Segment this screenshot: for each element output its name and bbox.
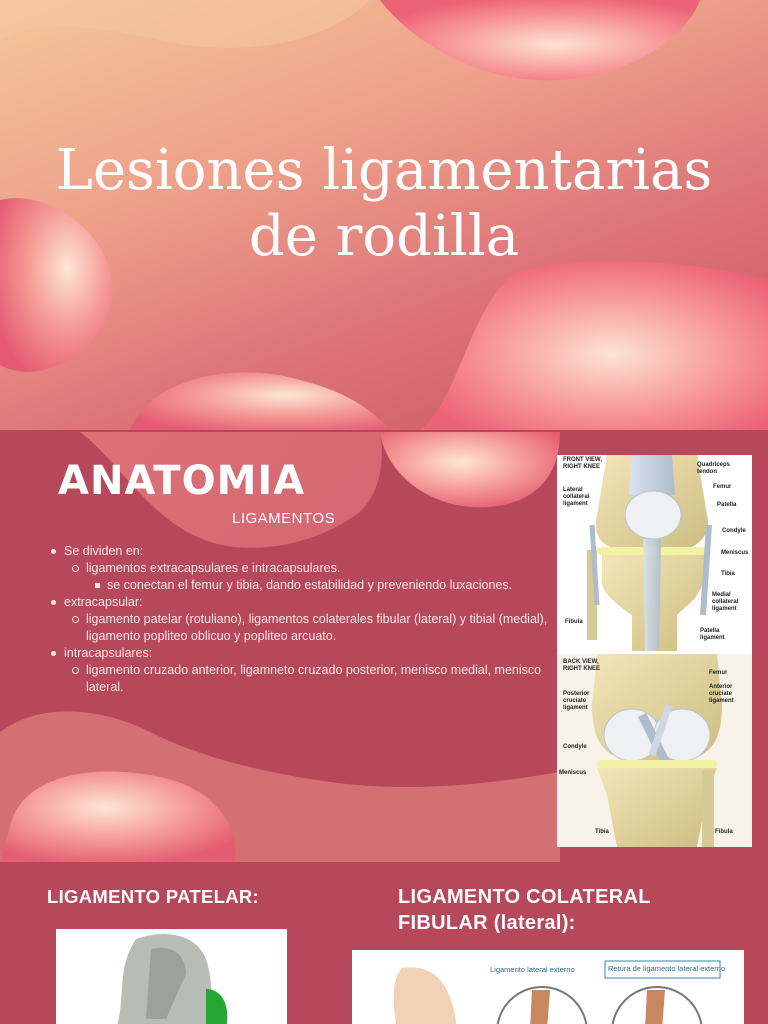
- bullet-subitem: ligamento cruzado anterior, ligamneto cruzado posterior, menisco medial, menisco lateral.: [50, 662, 550, 696]
- label-fibula: Fibula: [565, 619, 583, 625]
- label-condyle-back: Condyle: [563, 744, 587, 750]
- patellar-ligament-image: [56, 929, 287, 1024]
- label-lcl: Lateral collateral ligament: [563, 487, 590, 507]
- image-label-lcl-rupture: Retura de ligamento lateral externo: [608, 964, 726, 973]
- label-mcl: Medial collateral ligament: [712, 592, 739, 612]
- title-line-2: de rodilla: [248, 204, 520, 269]
- bullet-item: Se dividen en:: [50, 543, 550, 560]
- collateral-heading: [398, 884, 651, 936]
- label-femur: Femur: [713, 484, 732, 490]
- bullet-item: extracapsular:: [50, 594, 550, 611]
- label-fibula-back: Fibula: [715, 829, 733, 835]
- collateral-heading-line-1: LIGAMENTO COLATERAL: [398, 886, 651, 908]
- label-tibia-back: Tibia: [595, 829, 609, 835]
- label-pcl: Posterior cruciate ligament: [563, 691, 590, 711]
- label-condyle: Condyle: [722, 528, 746, 534]
- bullet-item: intracapsulares:: [50, 645, 550, 662]
- ligaments-subheading: LIGAMENTOS: [232, 510, 336, 527]
- label-tibia: Tibia: [721, 571, 735, 577]
- lateral-collateral-image: [352, 950, 744, 1024]
- image-label-lcl: Ligamento lateral externo: [490, 965, 575, 974]
- back-view-title: BACK VIEW, RIGHT KNEE: [563, 659, 601, 672]
- label-meniscus-back: Meniscus: [559, 770, 587, 776]
- slide-title: [0, 138, 768, 270]
- label-meniscus: Meniscus: [721, 550, 749, 556]
- anatomy-heading: ANATOMIA: [58, 458, 306, 504]
- title-line-1: Lesiones ligamentarias: [55, 138, 713, 203]
- label-acl: Anterior cruciate ligament: [709, 684, 734, 704]
- knee-anatomy-figure: [557, 455, 752, 847]
- knee-illustration: [557, 455, 752, 847]
- label-femur-back: Femur: [709, 670, 728, 676]
- label-quadriceps: Quadriceps tendon: [697, 462, 731, 475]
- patellar-heading: LIGAMENTO PATELAR:: [47, 886, 259, 907]
- bullet-subitem: ligamento patelar (rotuliano), ligamentos colaterales fibular (lateral) y tibial (medial), ligamento popliteo oblicuo y popliteo arcuato.: [50, 611, 550, 645]
- label-patella-ligament: Patella ligament: [700, 628, 725, 641]
- patellar-illustration: [56, 929, 287, 1024]
- collateral-heading-line-2: FIBULAR (lateral):: [398, 912, 576, 934]
- bullet-subitem: ligamentos extracapsulares e intracapsulares.: [50, 560, 550, 577]
- lcl-illustration: [352, 950, 744, 1024]
- bullet-list: [50, 543, 550, 696]
- bullet-subsubitem: se conectan el femur y tibia, dando estabilidad y preveniendo luxaciones.: [50, 577, 550, 594]
- title-slide: [0, 0, 768, 430]
- front-view-title: FRONT VIEW, RIGHT KNEE: [563, 457, 602, 470]
- label-patella: Patella: [717, 502, 737, 508]
